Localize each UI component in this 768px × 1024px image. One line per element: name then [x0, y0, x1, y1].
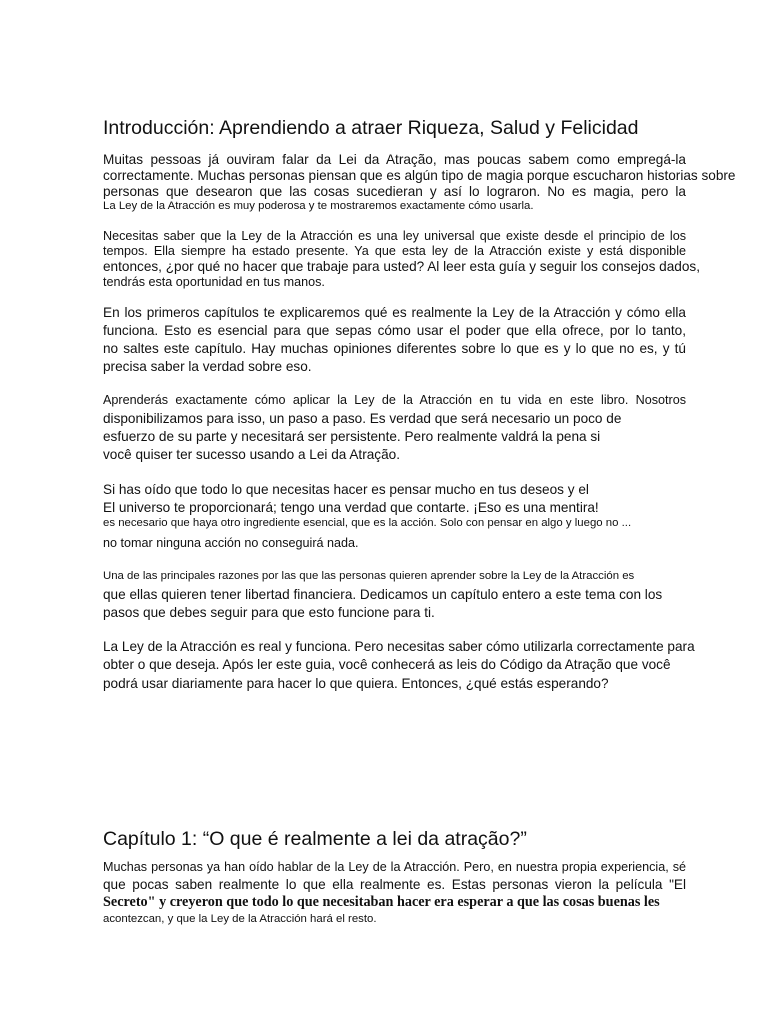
- paragraph-line: no saltes este capítulo. Hay muchas opiniones diferentes sobre lo que es y lo que no es, y tú: [103, 341, 686, 356]
- section-heading-chapter-1: Capítulo 1: “O que é realmente a lei da atração?”: [103, 828, 527, 850]
- paragraph-line: esfuerzo de su parte y necesitará ser persistente. Pero realmente valdrá la pena si: [103, 429, 601, 444]
- paragraph-line: Una de las principales razones por las que las personas quieren aprender sobre la Ley de la Atracción es: [103, 570, 635, 582]
- paragraph-line: Secreto" y creyeron que todo lo que necesitaban hacer era esperar a que las cosas buenas les: [103, 894, 660, 910]
- paragraph-line: no tomar ninguna acción no conseguirá nada.: [103, 536, 359, 550]
- paragraph-line: La Ley de la Atracción es real y funciona. Pero necesitas saber cómo utilizarla correctamente para: [103, 639, 695, 654]
- paragraph-line: Si has oído que todo lo que necesitas hacer es pensar mucho en tus deseos y el: [103, 482, 589, 497]
- paragraph-line: es necesario que haya otro ingrediente esencial, que es la acción. Solo con pensar en algo y luego no ...: [103, 517, 632, 529]
- paragraph-line: tempos. Ella siempre ha estado presente. Ya que esta ley de la Atracción existe y está disponible: [103, 244, 686, 258]
- section-heading-introduction: Introducción: Aprendiendo a atraer Riqueza, Salud y Felicidad: [103, 117, 639, 139]
- paragraph-line: Muchas personas ya han oído hablar de la Ley de la Atracción. Pero, en nuestra propia experiencia, sé: [103, 860, 686, 874]
- paragraph-line: Muitas pessoas já ouviram falar da Lei da Atração, mas poucas sabem como empregá-la: [103, 152, 686, 167]
- paragraph-line: personas que desearon que las cosas sucedieran y así lo lograron. No es magia, pero la: [103, 184, 686, 199]
- paragraph-line: você quiser ter sucesso usando a Lei da Atração.: [103, 447, 400, 462]
- paragraph-line: Necesitas saber que la Ley de la Atracción es una ley universal que existe desde el principio de los: [103, 229, 686, 243]
- paragraph-line: tendrás esta oportunidad en tus manos.: [103, 275, 325, 289]
- paragraph-line: El universo te proporcionará; tengo una verdad que contarte. ¡Eso es una mentira!: [103, 500, 599, 515]
- paragraph-line: En los primeros capítulos te explicaremos qué es realmente la Ley de la Atracción y cómo ella: [103, 305, 686, 320]
- paragraph-line: disponibilizamos para isso, un paso a paso. Es verdad que será necesario un poco de: [103, 411, 622, 426]
- paragraph-line: que pocas saben realmente lo que ella realmente es. Estas personas vieron la película "El: [103, 877, 686, 892]
- paragraph-line: entonces, ¿por qué no hacer que trabaje para usted? Al leer esta guía y seguir los consejos dados,: [103, 259, 700, 274]
- paragraph-line: acontezcan, y que la Ley de la Atracción hará el resto.: [103, 913, 377, 925]
- paragraph-line: funciona. Esto es esencial para que sepas cómo usar el poder que ella ofrece, por lo tanto,: [103, 323, 686, 338]
- paragraph-line: que ellas quieren tener libertad financiera. Dedicamos un capítulo entero a este tema con los: [103, 587, 663, 602]
- paragraph-line: correctamente. Muchas personas piensan que es algún tipo de magia porque escucharon historias sobre: [103, 168, 736, 183]
- paragraph-line: precisa saber la verdad sobre eso.: [103, 359, 312, 374]
- paragraph-line: Aprenderás exactamente cómo aplicar la Ley de la Atracción en tu vida en este libro. Nosotros: [103, 393, 686, 407]
- paragraph-line: La Ley de la Atracción es muy poderosa y te mostraremos exactamente cómo usarla.: [103, 200, 534, 212]
- paragraph-line: pasos que debes seguir para que esto funcione para ti.: [103, 605, 435, 620]
- paragraph-line: podrá usar diariamente para hacer lo que quiera. Entonces, ¿qué estás esperando?: [103, 676, 609, 691]
- paragraph-line: obter o que deseja. Após ler este guia, você conhecerá as leis do Código da Atração que você: [103, 657, 671, 672]
